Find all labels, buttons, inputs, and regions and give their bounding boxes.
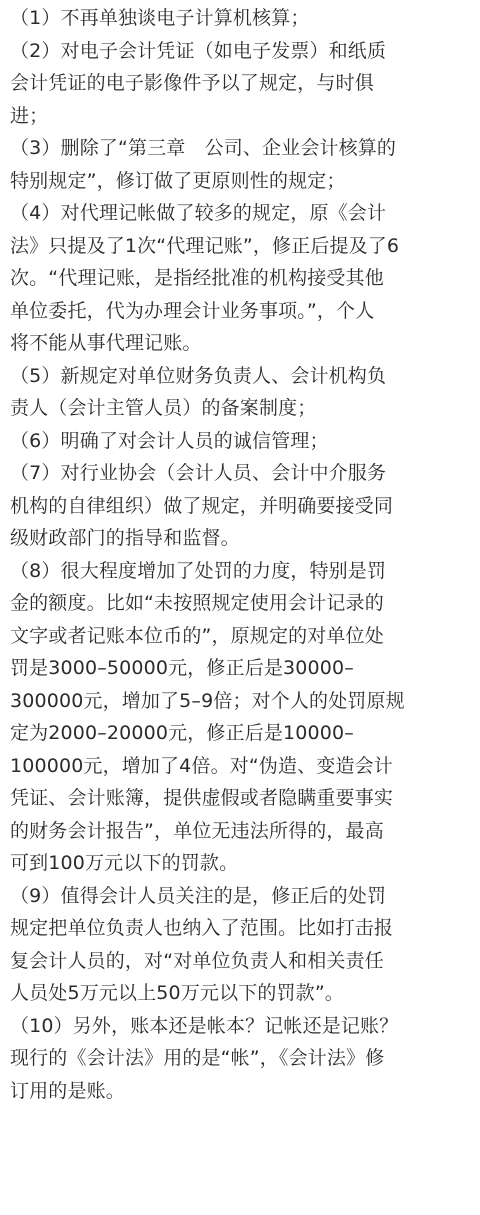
list-item: （7）对行业协会（会计人员、会计中介服务 机构的自律组织）做了规定，并明确要接受同 级财政部门的指导和监督。 [10,462,394,549]
list-item: （5）新规定对单位财务负责人、会计机构负 责人（会计主管人员）的备案制度； [10,364,387,419]
list-item: （3）删除了“第三章 公司、企业会计核算的 特别规定”，修订做了更原则性的规定； [10,137,397,192]
list-item: （4）对代理记帐做了较多的规定，原《会计 法》只提及了1次“代理记账”，修正后提及了6 次。“代理记账，是指经批准的机构接受其他 单位委托，代为办理会计业务事项。”，个人 将不能从事代理记账。 [10,202,400,354]
list-item: （10）另外，账本还是帐本？记帐还是记账？ 现行的《会计法》用的是“帐”，《会计法》修 订用的是账。 [10,1014,399,1102]
list-item: （9）值得会计人员关注的是，修正后的处罚 规定把单位负责人也纳入了范围。比如打击报 复会计人员的，对“对单位负责人和相关责任 人员处5万元以上50万元以下的罚款”。 [10,884,394,1004]
list-item: （2）对电子会计凭证（如电子发票）和纸质 会计凭证的电子影像件予以了规定，与时俱 进； [10,39,387,127]
list-item: （8）很大程度增加了处罚的力度，特别是罚 金的额度。比如“未按照规定使用会计记录的 文字或者记账本位币的”，原规定的对单位处 罚是3000–50000元，修正后是30000– 300000元，增加了5–9倍；对个人的处罚原规 定为2000–20000元，修正后是10000– 100000元，增加了4倍。对“伪造、变造会计 凭证、会计账簿，提供虚假或者隐瞒重要事实 的财务会计报告”，单位无违法所得的，最高 可到100万元以下的罚款。 [10,559,405,874]
list-item: （1）不再单独谈电子计算机核算； [10,7,310,29]
list-item: （6）明确了对会计人员的诚信管理； [10,429,329,452]
